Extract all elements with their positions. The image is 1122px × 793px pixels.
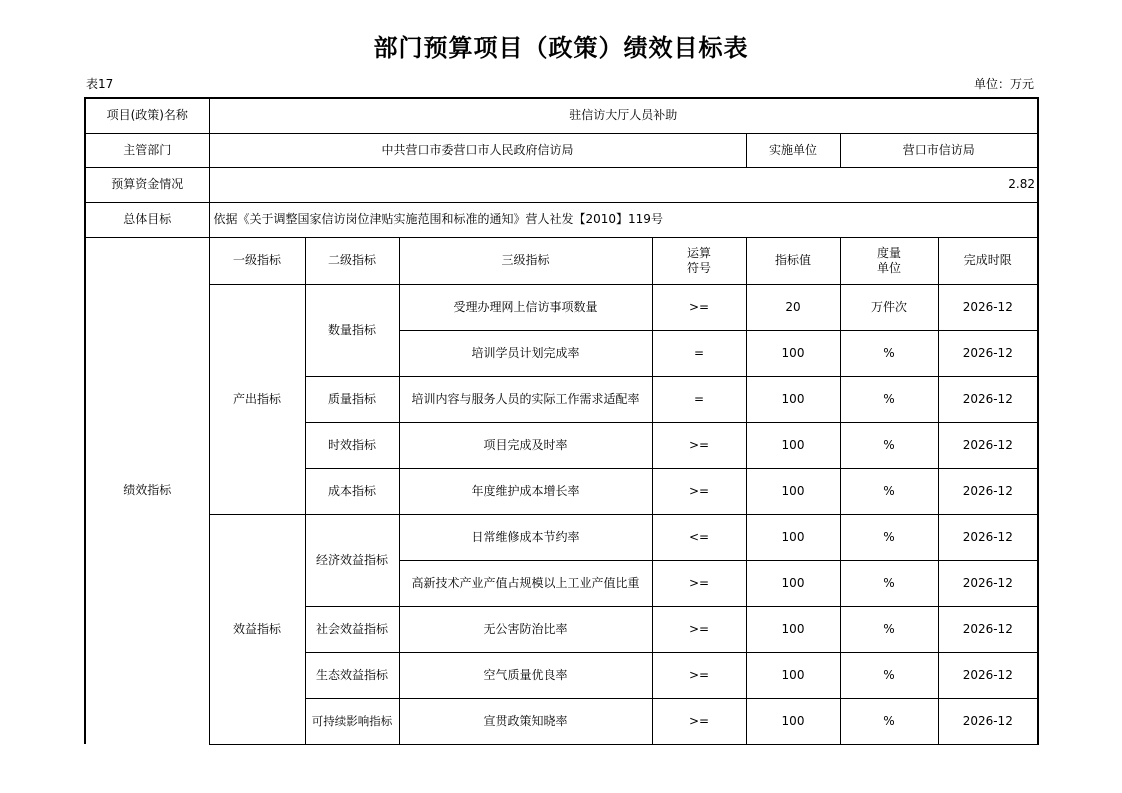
- department-value: 中共营口市委营口市人民政府信访局: [209, 133, 746, 167]
- budget-label: 预算资金情况: [85, 167, 209, 202]
- benefit-indicators: 效益指标: [209, 514, 305, 744]
- header-level1: 一级指标: [209, 237, 305, 284]
- indicator-unit: %: [840, 330, 938, 376]
- indicator-unit: 万件次: [840, 284, 938, 330]
- unit-label: 单位：万元: [973, 77, 1034, 91]
- project-name-value: 驻信访大厅人员补助: [209, 98, 1038, 133]
- ecological-benefit-indicators: 生态效益指标: [305, 652, 399, 698]
- indicator-unit: %: [840, 652, 938, 698]
- table-row: [85, 514, 1038, 560]
- indicator-deadline: 2026-12: [938, 284, 1038, 330]
- header-deadline: 完成时限: [938, 237, 1038, 284]
- indicator-value: 100: [746, 376, 840, 422]
- indicator-deadline: 2026-12: [938, 652, 1038, 698]
- department-label: 主管部门: [85, 133, 209, 167]
- social-benefit-indicators: 社会效益指标: [305, 606, 399, 652]
- indicator-name: 年度维护成本增长率: [399, 468, 652, 514]
- project-name-label: 项目(政策)名称: [85, 98, 209, 133]
- indicator-deadline: 2026-12: [938, 698, 1038, 744]
- economic-benefit-indicators: 经济效益指标: [305, 514, 399, 606]
- indicator-name: 培训内容与服务人员的实际工作需求适配率: [399, 376, 652, 422]
- indicator-operator: <=: [652, 514, 746, 560]
- indicator-unit: %: [840, 422, 938, 468]
- budget-row: [85, 167, 1038, 202]
- header-unit: [840, 237, 938, 284]
- header-level3: 三级指标: [399, 237, 652, 284]
- indicator-deadline: 2026-12: [938, 468, 1038, 514]
- indicator-name: 受理办理网上信访事项数量: [399, 284, 652, 330]
- indicator-unit: %: [840, 376, 938, 422]
- performance-target-table: [84, 97, 1039, 745]
- indicator-unit: %: [840, 468, 938, 514]
- indicator-unit: %: [840, 560, 938, 606]
- indicator-value: 100: [746, 468, 840, 514]
- indicator-operator: >=: [652, 468, 746, 514]
- header-unit-line1: 度量: [876, 245, 901, 260]
- department-row: [85, 133, 1038, 167]
- cost-indicators: 成本指标: [305, 468, 399, 514]
- indicator-value: 100: [746, 330, 840, 376]
- indicator-value: 100: [746, 560, 840, 606]
- indicator-value: 100: [746, 422, 840, 468]
- indicator-operator: >=: [652, 284, 746, 330]
- indicator-name: 无公害防治比率: [399, 606, 652, 652]
- quality-indicators: 质量指标: [305, 376, 399, 422]
- table-row: [85, 284, 1038, 330]
- sustainable-impact-indicators: 可持续影响指标: [305, 698, 399, 744]
- indicator-operator: =: [652, 330, 746, 376]
- indicator-name: 培训学员计划完成率: [399, 330, 652, 376]
- indicator-header-row: [85, 237, 1038, 284]
- indicator-operator: >=: [652, 652, 746, 698]
- table-number: 表17: [86, 77, 114, 91]
- header-unit-line2: 单位: [876, 260, 901, 275]
- timeliness-indicators: 时效指标: [305, 422, 399, 468]
- header-level2: 二级指标: [305, 237, 399, 284]
- overall-goal-value: 依据《关于调整国家信访岗位津贴实施范围和标准的通知》营人社发【2010】119号: [209, 202, 1038, 237]
- indicator-unit: %: [840, 514, 938, 560]
- page-title: 部门预算项目（政策）绩效目标表: [373, 34, 749, 62]
- indicator-name: 日常维修成本节约率: [399, 514, 652, 560]
- header-operator: [652, 237, 746, 284]
- indicator-deadline: 2026-12: [938, 514, 1038, 560]
- indicator-unit: %: [840, 698, 938, 744]
- indicator-deadline: 2026-12: [938, 330, 1038, 376]
- indicator-value: 20: [746, 284, 840, 330]
- indicator-value: 100: [746, 698, 840, 744]
- indicator-operator: >=: [652, 560, 746, 606]
- indicator-value: 100: [746, 652, 840, 698]
- implementing-unit-value: 营口市信访局: [840, 133, 1038, 167]
- indicator-name: 高新技术产业产值占规模以上工业产值比重: [399, 560, 652, 606]
- indicator-operator: >=: [652, 606, 746, 652]
- overall-goal-row: [85, 202, 1038, 237]
- performance-indicators-label: 绩效指标: [85, 237, 209, 744]
- quantity-indicators: 数量指标: [305, 284, 399, 376]
- indicator-operator: >=: [652, 422, 746, 468]
- indicator-deadline: 2026-12: [938, 422, 1038, 468]
- indicator-deadline: 2026-12: [938, 560, 1038, 606]
- overall-goal-label: 总体目标: [85, 202, 209, 237]
- implementing-unit-label: 实施单位: [746, 133, 840, 167]
- indicator-name: 空气质量优良率: [399, 652, 652, 698]
- indicator-operator: >=: [652, 698, 746, 744]
- header-operator-line2: 符号: [686, 260, 711, 275]
- indicator-deadline: 2026-12: [938, 606, 1038, 652]
- project-name-row: [85, 98, 1038, 133]
- indicator-value: 100: [746, 514, 840, 560]
- header-operator-line1: 运算: [686, 245, 711, 260]
- indicator-value: 100: [746, 606, 840, 652]
- indicator-unit: %: [840, 606, 938, 652]
- header-value: 指标值: [746, 237, 840, 284]
- indicator-name: 项目完成及时率: [399, 422, 652, 468]
- indicator-operator: =: [652, 376, 746, 422]
- output-indicators: 产出指标: [209, 284, 305, 514]
- budget-value: 2.82: [209, 167, 1038, 202]
- indicator-deadline: 2026-12: [938, 376, 1038, 422]
- indicator-name: 宣贯政策知晓率: [399, 698, 652, 744]
